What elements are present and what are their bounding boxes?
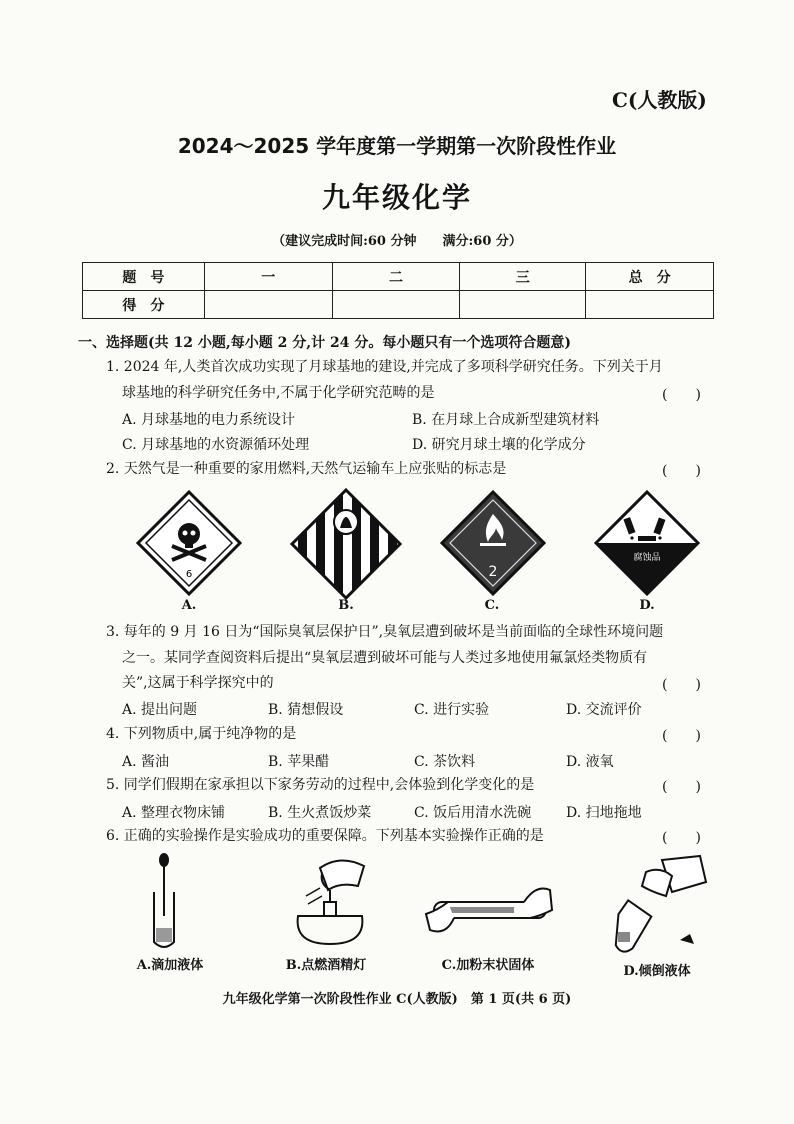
score-cell-3[interactable] [460,291,586,319]
q2-caption-c: C. [484,598,500,613]
q6-line1: 6. 正确的实验操作是实验成功的重要保障。下列基本实验操作正确的是 [106,828,544,844]
q2-caption-b: B. [338,598,354,613]
q6-caption-d: D.倾倒液体 [623,964,691,979]
q6-caption-c: C.加粉末状固体 [441,958,535,973]
q1-option-b: B. 在月球上合成新型建筑材料 [412,412,600,428]
section-title: 一、选择题(共 12 小题,每小题 2 分,计 24 分。每小题只有一个选项符合题意) [78,335,571,351]
q1-line2: 球基地的科学研究任务中,不属于化学研究范畴的是 [122,385,435,401]
flammable-gas-sign-icon [440,490,546,596]
q5-line1: 5. 同学们假期在家承担以下家务劳动的过程中,会体验到化学变化的是 [106,777,535,793]
score-cell-1[interactable] [204,291,332,319]
q6-caption-a: A.滴加液体 [136,958,204,973]
toxic-class-number: 6 [185,569,193,580]
q3-option-b: B. 猜想假设 [268,702,344,718]
q2-answer-paren[interactable]: ( ) [662,463,701,479]
q4-option-c: C. 茶饮料 [414,754,476,770]
q4-option-d: D. 液氧 [566,754,614,770]
q3-option-a: A. 提出问题 [122,702,198,718]
col-header-1: 一 [204,263,332,291]
table-row [83,291,714,319]
test-tube-powder-icon [424,880,554,940]
col-header-total: 总 分 [586,263,714,291]
corrosive-label: 腐蚀品 [633,553,661,563]
q1-line1: 1. 2024 年,人类首次成功实现了月球基地的建设,并完成了多项科学研究任务。下列关于月 [106,359,663,375]
q6-caption-b: B.点燃酒精灯 [285,958,367,973]
q1-option-c: C. 月球基地的水资源循环处理 [122,437,310,453]
q1-option-a: A. 月球基地的电力系统设计 [122,412,296,428]
q4-line1: 4. 下列物质中,属于纯净物的是 [106,726,297,742]
edition-label: C(人教版) [612,88,707,112]
q5-option-d: D. 扫地拖地 [566,805,642,821]
explosive-sign-icon [290,488,402,600]
page-footer: 九年级化学第一次阶段性作业 C(人教版) 第 1 页(共 6 页) [222,992,572,1007]
col-header-2: 二 [332,263,460,291]
q2-line1: 2. 天然气是一种重要的家用燃料,天然气运输车上应张贴的标志是 [106,461,507,477]
q3-answer-paren[interactable]: ( ) [662,677,701,693]
q4-answer-paren[interactable]: ( ) [662,728,701,744]
q6-answer-paren[interactable]: ( ) [662,830,701,846]
time-info: （建议完成时间:60 分钟 满分:60 分） [272,234,522,249]
score-table [82,262,714,319]
toxic-sign-icon [136,490,242,596]
q3-option-c: C. 进行实验 [414,702,490,718]
pouring-liquid-icon [602,852,712,960]
flammable-class-number: 2 [488,564,498,580]
dropper-icon [140,852,188,952]
q2-caption-a: A. [181,598,197,613]
q3-option-d: D. 交流评价 [566,702,642,718]
q5-answer-paren[interactable]: ( ) [662,779,701,795]
q1-answer-paren[interactable]: ( ) [662,387,701,403]
q1-option-d: D. 研究月球土壤的化学成分 [412,437,586,453]
q5-option-c: C. 饭后用清水洗碗 [414,805,532,821]
q3-line1: 3. 每年的 9 月 16 日为“国际臭氧层保护日”,臭氧层遭到破坏是当前面临的全球性环境问题 [106,624,664,640]
q3-line3: 关”,这属于科学探究中的 [122,675,274,691]
q2-caption-d: D. [639,598,655,613]
row-label-score: 得 分 [83,291,205,319]
row-label-question: 题 号 [83,263,205,291]
exam-title: 2024～2025 学年度第一学期第一次阶段性作业 [177,134,617,158]
q4-option-b: B. 苹果醋 [268,754,330,770]
corrosive-sign-icon [594,490,700,596]
subject-title: 九年级化学 [321,181,472,214]
table-row [83,263,714,291]
col-header-3: 三 [460,263,586,291]
q3-line2: 之一。某同学查阅资料后提出“臭氧层遭到破坏可能与人类过多地使用氟氯烃类物质有 [122,650,648,666]
score-cell-total[interactable] [586,291,714,319]
q5-option-b: B. 生火煮饭炒菜 [268,805,372,821]
score-cell-2[interactable] [332,291,460,319]
alcohol-lamp-icon [280,856,380,952]
q5-option-a: A. 整理衣物床铺 [122,805,226,821]
q4-option-a: A. 酱油 [122,754,170,770]
